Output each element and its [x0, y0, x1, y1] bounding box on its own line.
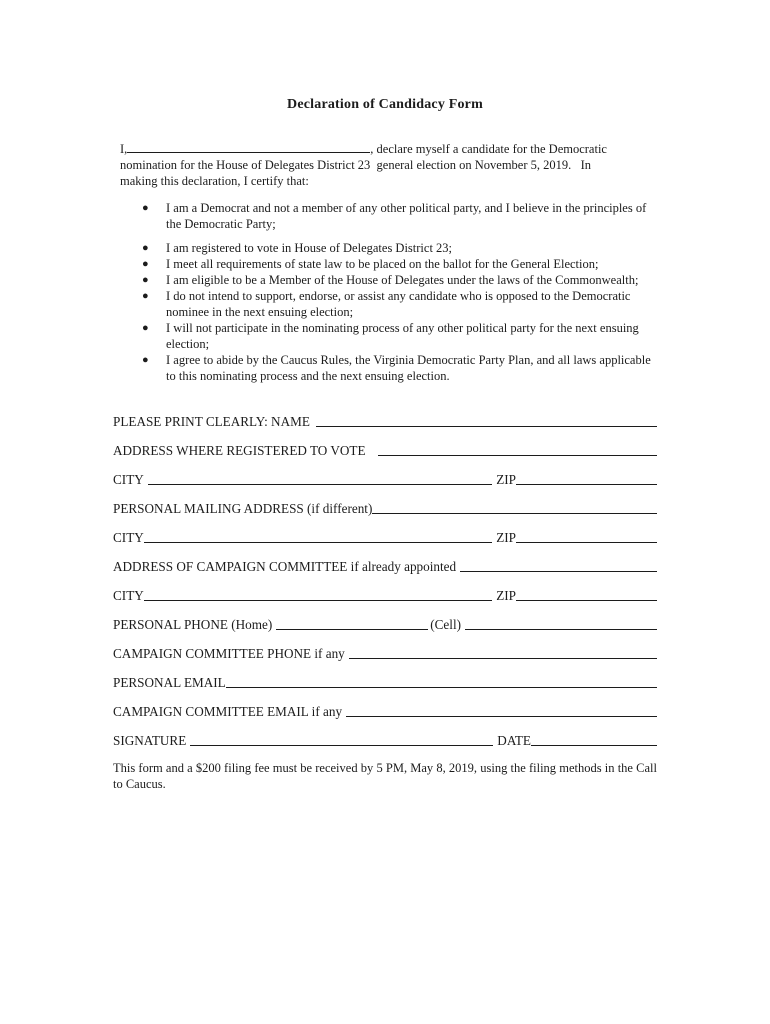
registered-address-field[interactable]	[378, 454, 657, 456]
campaign-email-row	[113, 702, 657, 720]
list-item: ● I am registered to vote in House of Delegates District 23;	[142, 241, 453, 255]
zip-label: ZIP	[496, 472, 516, 487]
date-label: DATE	[497, 733, 531, 748]
bullet-icon: ●	[142, 290, 149, 302]
campaign-address-label: ADDRESS OF CAMPAIGN COMMITTEE if already appointed	[113, 559, 457, 574]
campaign-phone-label: CAMPAIGN COMMITTEE PHONE if any	[113, 646, 345, 661]
list-item: ● I meet all requirements of state law to be placed on the ballot for the General Election;	[142, 257, 599, 271]
city-label: CITY	[113, 530, 144, 545]
campaign-email-label: CAMPAIGN COMMITTEE EMAIL if any	[113, 704, 343, 719]
list-item: ● I agree to abide by the Caucus Rules, the Virginia Democratic Party Plan, and all laws applicable to this nominating process and the next ensuing election.	[142, 353, 651, 383]
campaign-email-field[interactable]	[346, 715, 657, 717]
intro-line-1	[120, 140, 660, 157]
mailing-address-field[interactable]	[372, 512, 657, 514]
zip-field[interactable]	[516, 541, 657, 543]
zip-label: ZIP	[496, 530, 516, 545]
mailing-address-row	[113, 499, 657, 517]
campaign-address-field[interactable]	[460, 570, 657, 572]
cell-phone-label: (Cell)	[430, 617, 461, 632]
registered-address-row	[113, 441, 657, 459]
mailing-city-zip-row	[113, 528, 657, 546]
bullet-icon: ●	[142, 242, 149, 254]
intro-prefix: I,	[120, 142, 128, 156]
list-item: ● I do not intend to support, endorse, or assist any candidate who is opposed to the Democratic nominee in the next ensuing election;	[142, 289, 631, 319]
cell-phone-field[interactable]	[465, 628, 657, 630]
list-item: ● I am eligible to be a Member of the House of Delegates under the laws of the Commonwealth;	[142, 273, 639, 287]
name-field[interactable]	[316, 425, 657, 427]
bullet-icon: ●	[142, 202, 149, 214]
phone-row	[113, 615, 657, 633]
bullet-icon: ●	[142, 322, 149, 334]
registered-address-label: ADDRESS WHERE REGISTERED TO VOTE	[113, 443, 366, 458]
filing-instructions: This form and a $200 filing fee must be received by 5 PM, May 8, 2019, using the filing methods in the Call to Caucus.	[113, 761, 657, 791]
home-phone-label: PERSONAL PHONE (Home)	[113, 617, 273, 632]
signature-label: SIGNATURE	[113, 733, 187, 748]
personal-email-row	[113, 673, 657, 691]
intro-line-1-text: , declare myself a candidate for the Democratic	[370, 142, 607, 156]
city-field[interactable]	[144, 599, 492, 601]
city-field[interactable]	[144, 541, 492, 543]
name-label: PLEASE PRINT CLEARLY: NAME	[113, 414, 310, 429]
bullet-icon: ●	[142, 354, 149, 366]
intro-line-2: nomination for the House of Delegates District 23 general election on November 5, 2019. In	[120, 158, 592, 172]
city-label: CITY	[113, 588, 144, 603]
campaign-phone-row	[113, 644, 657, 662]
home-phone-field[interactable]	[276, 628, 428, 630]
certification-list	[120, 200, 660, 384]
intro-line-3: making this declaration, I certify that:	[120, 174, 309, 188]
signature-row	[113, 731, 657, 749]
form-title: Declaration of Candidacy Form	[287, 97, 483, 112]
personal-email-label: PERSONAL EMAIL	[113, 675, 226, 690]
personal-email-field[interactable]	[226, 686, 657, 688]
date-field[interactable]	[531, 744, 657, 746]
bullet-icon: ●	[142, 274, 149, 286]
candidate-name-blank[interactable]	[127, 140, 370, 153]
campaign-city-zip-row	[113, 586, 657, 604]
list-item: ● I will not participate in the nominating process of any other political party for the next ensuing election;	[142, 321, 639, 351]
intro-paragraph	[120, 140, 660, 189]
name-row	[113, 412, 657, 430]
zip-label: ZIP	[496, 588, 516, 603]
bullet-icon: ●	[142, 258, 149, 270]
campaign-phone-field[interactable]	[349, 657, 657, 659]
list-item: ● I am a Democrat and not a member of any other political party, and I believe in the principles of the Democratic Party;	[142, 201, 647, 231]
zip-field[interactable]	[516, 599, 657, 601]
mailing-address-label: PERSONAL MAILING ADDRESS (if different)	[113, 501, 373, 516]
city-zip-row	[113, 470, 657, 488]
city-label: CITY	[113, 472, 144, 487]
campaign-address-row	[113, 557, 657, 575]
zip-field[interactable]	[516, 483, 657, 485]
signature-field[interactable]	[190, 744, 493, 746]
city-field[interactable]	[148, 483, 492, 485]
